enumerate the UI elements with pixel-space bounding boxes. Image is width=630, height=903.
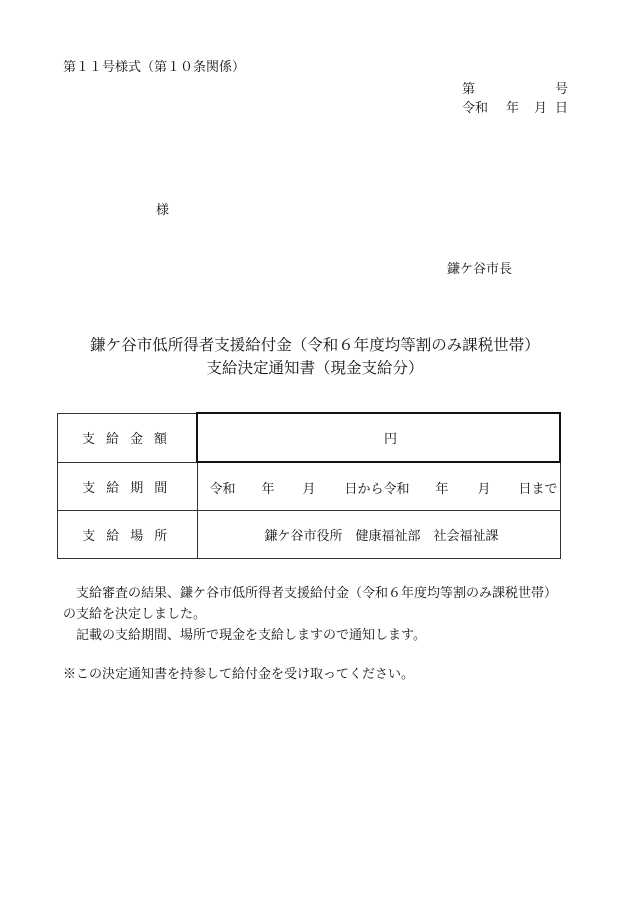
body-line2: の支給を決定しました。 bbox=[63, 607, 207, 622]
document-title-line2: 支給決定通知書（現金支給分） bbox=[206, 359, 424, 377]
date-day: 日 bbox=[554, 101, 568, 116]
period-month-start: 月 bbox=[302, 482, 316, 497]
period-day-to: 日まで bbox=[518, 482, 558, 497]
body-line1: 支給審査の結果、鎌ケ谷市低所得者支援給付金（令和６年度均等割のみ課税世帯） bbox=[63, 586, 558, 601]
document-number-prefix: 第 bbox=[462, 82, 476, 97]
period-day-from: 日から令和 bbox=[344, 482, 410, 497]
period-era-start: 令和 bbox=[209, 482, 236, 497]
amount-label: 支給金額 bbox=[58, 413, 198, 462]
payment-info-table bbox=[57, 412, 561, 559]
period-row bbox=[58, 462, 561, 511]
period-label: 支給期間 bbox=[58, 462, 198, 511]
amount-value: 円 bbox=[197, 413, 560, 462]
place-row bbox=[58, 511, 561, 559]
document-title-line1: 鎌ケ谷市低所得者支援給付金（令和６年度均等割のみ課税世帯） bbox=[90, 336, 540, 354]
period-value bbox=[197, 462, 560, 511]
place-value: 鎌ケ谷市役所 健康福祉部 社会福祉課 bbox=[197, 511, 560, 559]
place-label: 支給場所 bbox=[58, 511, 198, 559]
period-month-end: 月 bbox=[477, 482, 491, 497]
date-era: 令和 bbox=[462, 101, 489, 116]
document-number-suffix: 号 bbox=[554, 82, 568, 97]
notice-note: ※この決定通知書を持参して給付金を受け取ってください。 bbox=[63, 667, 415, 682]
recipient-honorific: 様 bbox=[156, 203, 170, 218]
period-year-end: 年 bbox=[435, 482, 449, 497]
body-line3: 記載の支給期間、場所で現金を支給しますので通知します。 bbox=[63, 628, 426, 643]
period-year-start: 年 bbox=[261, 482, 275, 497]
date-month: 月 bbox=[534, 101, 548, 116]
amount-row bbox=[58, 413, 561, 462]
date-year: 年 bbox=[506, 101, 520, 116]
form-number: 第１１号様式（第１０条関係） bbox=[63, 60, 246, 75]
issuer: 鎌ケ谷市長 bbox=[447, 262, 513, 277]
